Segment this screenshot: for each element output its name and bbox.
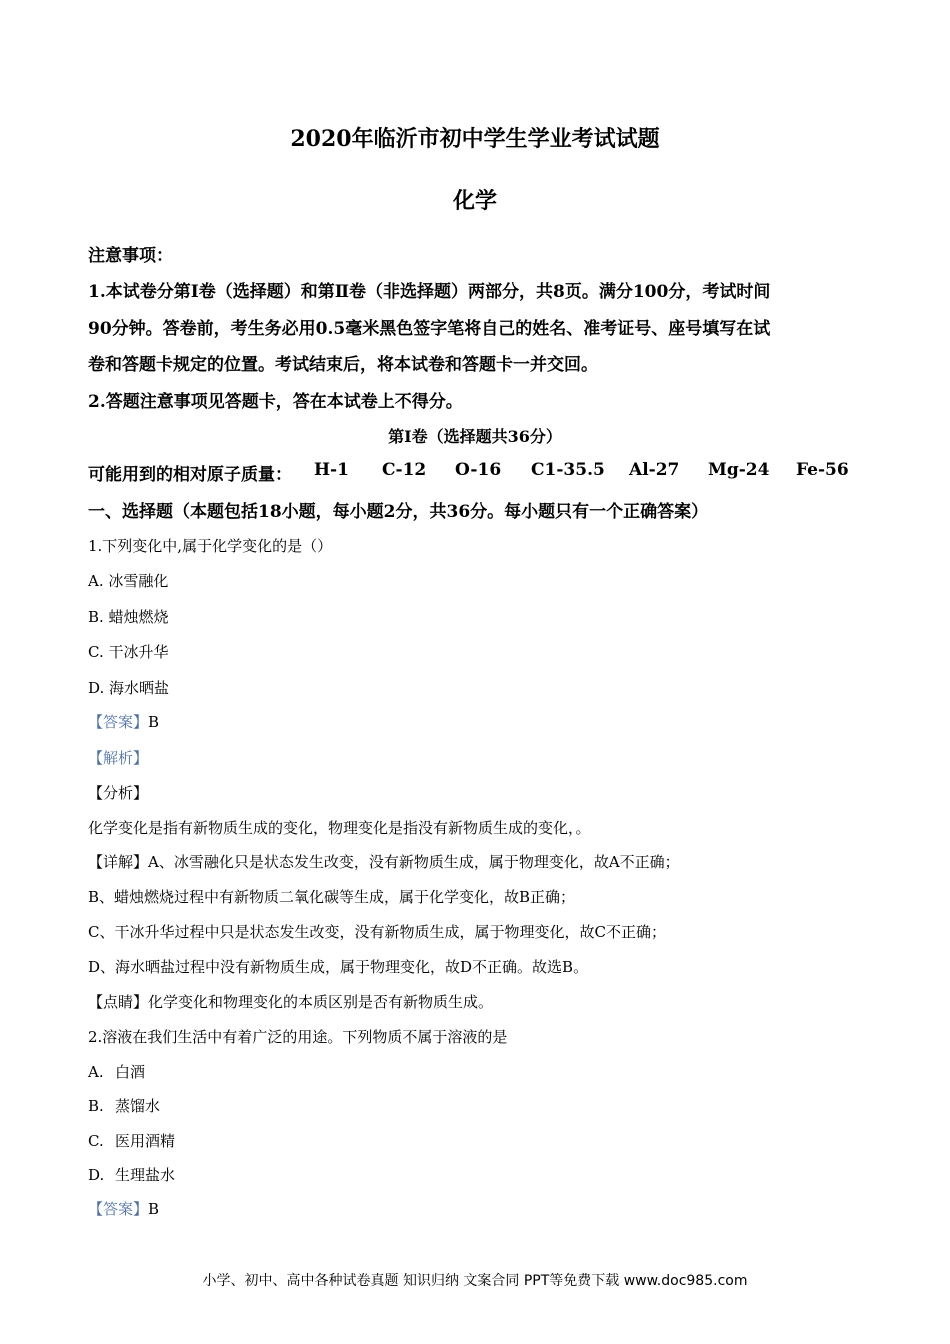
q1-detail-line: B、蜡烛燃烧过程中有新物质二氧化碳等生成，属于化学变化，故B正确；: [88, 888, 576, 906]
subject-title: 化学: [452, 188, 497, 214]
part-heading: 一、选择题（本题包括18小题，每小题2分，共36分。每小题只有一个正确答案）: [88, 502, 709, 522]
atomic-mass-item: Al-27: [629, 460, 680, 480]
dianjing-label: 【点睛】: [88, 993, 149, 1011]
option-text: 生理盐水: [115, 1166, 176, 1184]
atomic-mass-item: Mg-24: [708, 460, 770, 480]
q1-analysis-label: 【解析】: [88, 749, 149, 767]
q2-option-a: [88, 1061, 145, 1082]
option-text: 医用酒精: [115, 1132, 176, 1150]
q1-dianjing: [88, 991, 493, 1012]
notice-line: 卷和答题卡规定的位置。考试结束后，将本试卷和答题卡一并交回。: [88, 355, 598, 375]
notice-line: 2.答题注意事项见答题卡，答在本试卷上不得分。: [88, 392, 463, 412]
page-footer: 小学、初中、高中各种试卷真题 知识归纳 文案合同 PPT等免费下载 www.doc985.com: [202, 1273, 748, 1289]
q1-stem: 1.下列变化中,属于化学变化的是（）: [88, 537, 333, 555]
q1-detail-line: D、海水晒盐过程中没有新物质生成，属于物理变化，故D不正确。故选B。: [88, 958, 589, 976]
detail-text: A、冰雪融化只是状态发生改变，没有新物质生成，属于物理变化，故A不正确；: [148, 853, 680, 871]
detail-label: 【详解】: [88, 853, 149, 871]
q1-answer: [88, 711, 159, 732]
q1-option-a: A. 冰雪融化: [88, 572, 169, 590]
atomic-mass-item: O-16: [455, 460, 502, 480]
q1-fenxi-label: 【分析】: [88, 784, 149, 802]
option-text: 蒸馏水: [115, 1097, 161, 1115]
option-letter: C.: [88, 1132, 104, 1150]
atomic-mass-row: [88, 460, 868, 484]
answer-label: 【答案】: [88, 1200, 149, 1218]
q1-option-c: C. 干冰升华: [88, 643, 169, 661]
exam-title: 2020年临沂市初中学生学业考试试题: [290, 126, 660, 152]
notice-line: 90分钟。答卷前，考生务必用0.5毫米黑色签字笔将自己的姓名、准考证号、座号填写在试: [88, 319, 771, 339]
dianjing-text: 化学变化和物理变化的本质区别是否有新物质生成。: [148, 993, 494, 1011]
q2-stem: 2.溶液在我们生活中有着广泛的用途。下列物质不属于溶液的是: [88, 1028, 508, 1046]
q1-detail-line: [88, 851, 680, 872]
q2-answer: [88, 1198, 159, 1219]
option-letter: D.: [88, 1166, 105, 1184]
atomic-mass-item: Fe-56: [796, 460, 849, 480]
q1-detail-line: C、干冰升华过程中只是状态发生改变，没有新物质生成，属于物理变化，故C不正确；: [88, 923, 666, 941]
atomic-mass-item: H-1: [314, 460, 349, 480]
atomic-mass-item: C1-35.5: [531, 460, 605, 480]
atomic-mass-item: C-12: [382, 460, 427, 480]
notice-heading: 注意事项：: [88, 246, 173, 266]
answer-label: 【答案】: [88, 713, 149, 731]
answer-value: B: [148, 1200, 160, 1218]
option-text: 白酒: [115, 1063, 146, 1081]
q2-option-c: [88, 1130, 175, 1151]
q1-option-b: B. 蜡烛燃烧: [88, 608, 169, 626]
section-title: 第Ⅰ卷（选择题共36分）: [388, 427, 562, 446]
answer-value: B: [148, 713, 160, 731]
notice-line: 1.本试卷分第Ⅰ卷（选择题）和第Ⅱ卷（非选择题）两部分，共8页。满分100分，考试时间: [88, 282, 771, 302]
q1-fenxi-text: 化学变化是指有新物质生成的变化，物理变化是指没有新物质生成的变化，。: [88, 819, 591, 837]
q1-option-d: D. 海水晒盐: [88, 679, 170, 697]
atomic-mass-label: 可能用到的相对原子质量：: [88, 465, 292, 485]
option-letter: A.: [88, 1063, 104, 1081]
q2-option-b: [88, 1095, 160, 1116]
option-letter: B.: [88, 1097, 104, 1115]
q2-option-d: [88, 1164, 175, 1185]
